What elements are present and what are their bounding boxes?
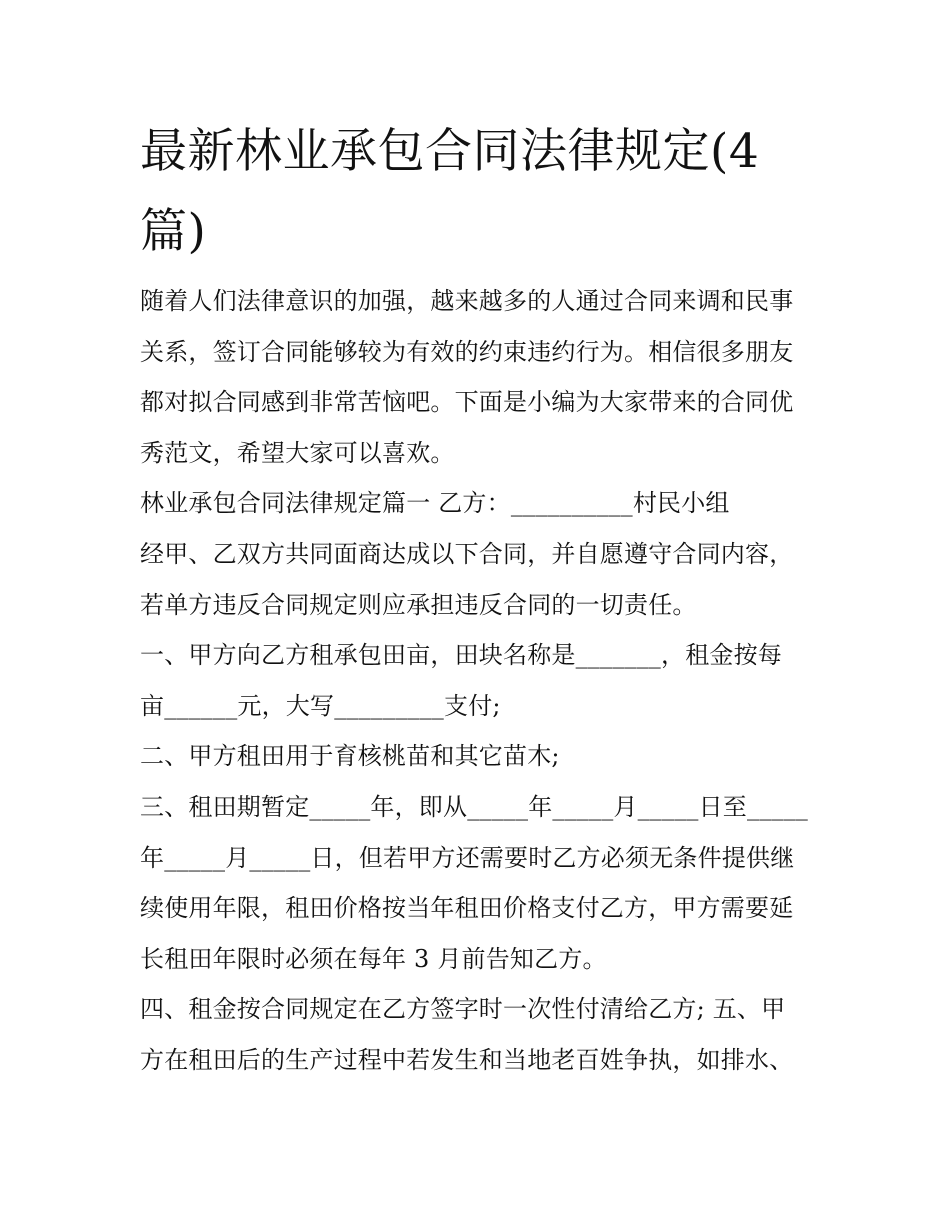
clause-two-paragraph — [140, 731, 820, 782]
document-title — [140, 112, 820, 272]
text-line: 亩______元，大写_________支付; — [140, 691, 501, 720]
clause-one-paragraph — [140, 630, 820, 731]
text-line: 林业承包合同法律规定篇一 乙方：__________村民小组 — [140, 489, 730, 518]
text-line: 一、甲方向乙方租承包田亩，田块名称是_______，租金按每 — [140, 641, 782, 670]
text-line: 经甲、乙双方共同面商达成以下合同，并自愿遵守合同内容， — [140, 539, 794, 568]
contract-heading-paragraph — [140, 478, 820, 529]
clause-three-paragraph — [140, 782, 820, 984]
text-line: 若单方违反合同规定则应承担违反合同的一切责任。 — [140, 590, 697, 619]
text-line: 长租田年限时必须在每年 3 月前告知乙方。 — [140, 944, 607, 973]
clause-four-five-paragraph — [140, 984, 820, 1085]
document-body — [140, 276, 820, 1086]
text-line: 方在租田后的生产过程中若发生和当地老百姓争执，如排水、 — [140, 1045, 794, 1074]
text-line: 秀范文，希望大家可以喜欢。 — [140, 438, 455, 467]
intro-paragraph — [140, 276, 820, 478]
title-line-1: 最新林业承包合同法律规定(4 — [140, 124, 760, 179]
text-line: 二、甲方租田用于育核桃苗和其它苗木; — [140, 742, 560, 771]
text-line: 续使用年限，租田价格按当年租田价格支付乙方，甲方需要延 — [140, 894, 794, 923]
text-line: 年_____月_____日，但若甲方还需要时乙方必须无条件提供继 — [140, 843, 795, 872]
text-line: 四、租金按合同规定在乙方签字时一次性付清给乙方; 五、甲 — [140, 995, 786, 1024]
text-line: 三、租田期暂定_____年，即从_____年_____月_____日至_____ — [140, 792, 808, 821]
agreement-paragraph — [140, 529, 820, 630]
text-line: 随着人们法律意识的加强，越来越多的人通过合同来调和民事 — [140, 287, 794, 315]
text-line: 都对拟合同感到非常苦恼吧。下面是小编为大家带来的合同优 — [140, 388, 794, 417]
title-line-2: 篇) — [140, 204, 207, 259]
text-line: 关系，签订合同能够较为有效的约束违约行为。相信很多朋友 — [140, 337, 794, 366]
